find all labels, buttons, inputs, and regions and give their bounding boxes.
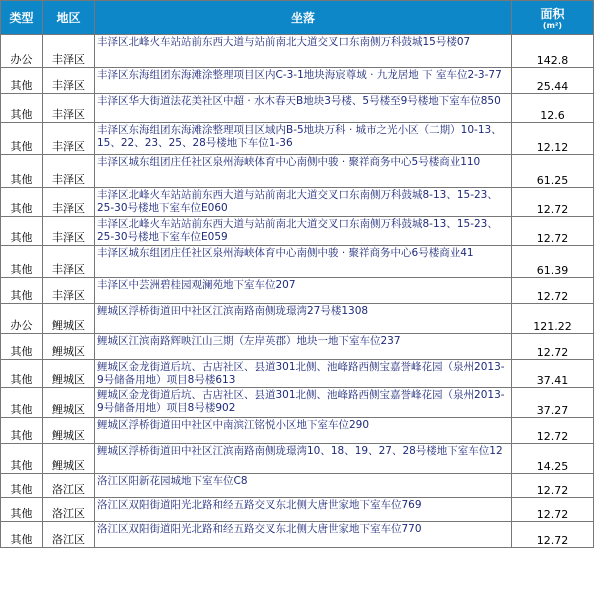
row-type: 其他 — [1, 498, 43, 522]
row-type: 其他 — [1, 246, 43, 278]
row-location: 丰泽区东海组团东海滩涂整理项目区域内B-5地块万科 · 城市之光小区（二期）10-13、15、22、23、25、28号楼地下车位1-36 — [95, 123, 512, 155]
row-location: 丰泽区城东组团庄任社区泉州海峡体育中心南侧中骏 · 聚祥商务中心6号楼商业41 — [95, 246, 512, 278]
row-area: 12.6 — [512, 94, 594, 123]
row-district: 鲤城区 — [43, 334, 95, 360]
row-district: 洛江区 — [43, 522, 95, 548]
header-area — [512, 1, 594, 35]
row-area: 12.72 — [512, 217, 594, 246]
row-area: 121.22 — [512, 304, 594, 334]
row-type: 其他 — [1, 418, 43, 444]
row-location: 丰泽区城东组团庄任社区泉州海峡体育中心南侧中骏 · 聚祥商务中心5号楼商业110 — [95, 155, 512, 188]
header-district: 地区 — [43, 1, 95, 35]
row-type: 其他 — [1, 278, 43, 304]
header-type: 类型 — [1, 1, 43, 35]
table-row — [1, 188, 594, 217]
row-area: 12.12 — [512, 123, 594, 155]
row-location: 丰泽区中芸洲碧桂园观澜苑地下室车位207 — [95, 278, 512, 304]
header-area-label: 面积 — [540, 7, 565, 21]
row-district: 丰泽区 — [43, 188, 95, 217]
row-district: 鲤城区 — [43, 388, 95, 418]
table-row — [1, 388, 594, 418]
row-type: 其他 — [1, 444, 43, 474]
row-type: 其他 — [1, 155, 43, 188]
row-district: 鲤城区 — [43, 444, 95, 474]
row-district: 丰泽区 — [43, 35, 95, 68]
row-area: 12.72 — [512, 334, 594, 360]
table-row — [1, 444, 594, 474]
row-district: 丰泽区 — [43, 278, 95, 304]
table-row — [1, 334, 594, 360]
row-location: 鲤城区江滨南路辉映江山三期（左岸英郡）地块一地下室车位237 — [95, 334, 512, 360]
table-row — [1, 246, 594, 278]
table-row — [1, 474, 594, 498]
row-location: 鲤城区浮桥街道田中社区江滨南路南侧珑璟湾10、18、19、27、28号楼地下室车位12 — [95, 444, 512, 474]
table-row — [1, 68, 594, 94]
row-district: 鲤城区 — [43, 360, 95, 388]
row-district: 鲤城区 — [43, 304, 95, 334]
row-location: 丰泽区北峰火车站站前东西大道与站前南北大道交叉口东南侧万科鼓城15号楼07 — [95, 35, 512, 68]
row-type: 其他 — [1, 68, 43, 94]
table-row — [1, 123, 594, 155]
row-area: 37.27 — [512, 388, 594, 418]
row-type: 其他 — [1, 94, 43, 123]
row-type: 其他 — [1, 360, 43, 388]
row-district: 洛江区 — [43, 498, 95, 522]
row-area: 12.72 — [512, 522, 594, 548]
row-type: 其他 — [1, 388, 43, 418]
table-body — [1, 35, 594, 548]
row-location: 鲤城区浮桥街道田中社区中南滨江铭悦小区地下室车位290 — [95, 418, 512, 444]
row-district: 丰泽区 — [43, 155, 95, 188]
row-location: 鲤城区金龙街道后坑、古店社区、县道301北侧、池峰路西侧宝嘉誉峰花园（泉州2013-9号储备用地）项目8号楼613 — [95, 360, 512, 388]
header-area-unit: (m²) — [542, 21, 563, 30]
header-location: 坐落 — [95, 1, 512, 35]
row-type: 其他 — [1, 334, 43, 360]
table-row — [1, 522, 594, 548]
row-location: 洛江区双阳街道阳光北路和经五路交叉东北侧大唐世家地下室车位769 — [95, 498, 512, 522]
row-location: 丰泽区北峰火车站站前东西大道与站前南北大道交叉口东南侧万科鼓城8-13、15-23、25-30号楼地下室车位E059 — [95, 217, 512, 246]
row-area: 25.44 — [512, 68, 594, 94]
row-location: 丰泽区东海组团东海滩涂整理项目区内C-3-1地块海宸尊域 · 九龙居地 下 室车位2-3-77 — [95, 68, 512, 94]
row-district: 丰泽区 — [43, 123, 95, 155]
table-row — [1, 217, 594, 246]
table-row — [1, 304, 594, 334]
row-location: 丰泽区北峰火车站站前东西大道与站前南北大道交叉口东南侧万科鼓城8-13、15-23、25-30号楼地下室车位E060 — [95, 188, 512, 217]
table-row — [1, 155, 594, 188]
row-area: 61.25 — [512, 155, 594, 188]
row-type: 其他 — [1, 474, 43, 498]
row-location: 鲤城区金龙街道后坑、古店社区、县道301北侧、池峰路西侧宝嘉誉峰花园（泉州2013-9号储备用地）项目8号楼902 — [95, 388, 512, 418]
row-location: 洛江区阳新花园城地下室车位C8 — [95, 474, 512, 498]
table-row — [1, 418, 594, 444]
row-type: 办公 — [1, 304, 43, 334]
row-area: 12.72 — [512, 188, 594, 217]
row-type: 其他 — [1, 123, 43, 155]
row-area: 14.25 — [512, 444, 594, 474]
row-area: 142.8 — [512, 35, 594, 68]
row-type: 其他 — [1, 217, 43, 246]
row-area: 12.72 — [512, 474, 594, 498]
table-row — [1, 278, 594, 304]
row-area: 12.72 — [512, 498, 594, 522]
table-row — [1, 498, 594, 522]
watermark — [450, 555, 560, 577]
row-area: 12.72 — [512, 418, 594, 444]
row-district: 丰泽区 — [43, 94, 95, 123]
row-location: 洛江区双阳街道阳光北路和经五路交叉东北侧大唐世家地下室车位770 — [95, 522, 512, 548]
table-row — [1, 94, 594, 123]
row-district: 丰泽区 — [43, 246, 95, 278]
row-location: 鲤城区浮桥街道田中社区江滨南路南侧珑璟湾27号楼1308 — [95, 304, 512, 334]
row-type: 办公 — [1, 35, 43, 68]
row-district: 丰泽区 — [43, 217, 95, 246]
row-type: 其他 — [1, 188, 43, 217]
row-area: 37.41 — [512, 360, 594, 388]
row-location: 丰泽区华大街道法花美社区中超 · 水木春天B地块3号楼、5号楼至9号楼地下室车位850 — [95, 94, 512, 123]
table-header-row — [1, 1, 594, 35]
table-row — [1, 360, 594, 388]
table-row — [1, 35, 594, 68]
row-area: 61.39 — [512, 246, 594, 278]
row-type: 其他 — [1, 522, 43, 548]
row-district: 洛江区 — [43, 474, 95, 498]
row-district: 鲤城区 — [43, 418, 95, 444]
row-area: 12.72 — [512, 278, 594, 304]
row-district: 丰泽区 — [43, 68, 95, 94]
